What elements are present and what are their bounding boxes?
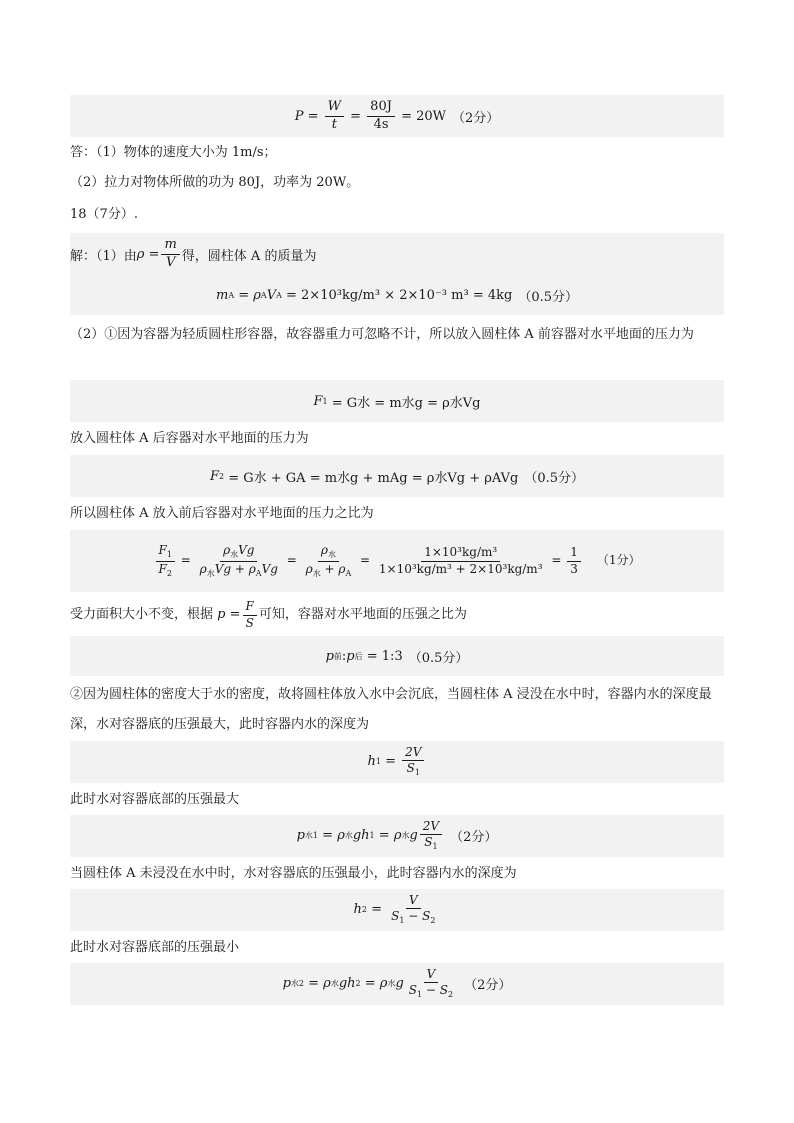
f2-equation: F 2 = G水 + GA = m水g + mAg = ρ水Vg + ρAVg （0.5分） — [209, 468, 585, 486]
score-mark: （2分） — [452, 110, 500, 126]
ratio-equation-band — [70, 530, 724, 592]
h1-equation-band — [70, 741, 724, 783]
p-max-fraction: $\frac{2V}{S_1}$ — [420, 820, 442, 852]
ratio-text: 所以圆柱体 A 放入前后容器对水平地面的压力之比为 — [70, 506, 374, 521]
h2-fraction: $\frac{V}{S_1 - S_2}$ — [391, 893, 436, 926]
intro-suffix: 得，圆柱体 A 的质量为 — [181, 248, 317, 264]
f2-equation-band — [70, 455, 724, 497]
f2-calculation: = G水 + GA = m水g + mAg = ρ水Vg + ρAVg — [228, 470, 519, 486]
force-ratio-fraction: $\frac{F_1}{F_2}$ — [156, 544, 175, 579]
density-intro-band — [70, 233, 724, 275]
score-mark: （0.5分） — [524, 470, 585, 486]
result-ratio-fraction — [567, 546, 581, 575]
score-mark: （0.5分） — [518, 289, 578, 305]
ratio-equation: $\frac{F_1}{F_2}$ = $\frac{\rho_水Vg}{\rho_水Vg + \rho_AVg}$ = $\frac{\rho_水}{\rho_水 + \rho_A}$ = $\frac{\text{1×10³kg/m³}}{\text{1×10³kg/m³ + 2×10³kg/m³}}$ = $\frac{1}{3}$ （1分） — [154, 544, 641, 579]
mass-over-volume-fraction — [161, 238, 179, 270]
density-ratio-fraction: $\frac{\rho_水}{\rho_水 + \rho_A}$ — [305, 542, 352, 578]
f1-equation: F 1 = G水 = m水g = ρ水Vg — [313, 393, 481, 411]
p-min-equation: p 水2 = ρ 水 gh 2 = ρ 水 g $\frac{V}{S_1 - S_2}$ （2分） — [282, 967, 512, 1000]
question-18-title: 18（7分）. — [70, 207, 138, 222]
f1-calculation: = G水 = m水g = ρ水Vg — [331, 395, 481, 411]
work-symbol: W — [325, 100, 344, 116]
mass-equation-band — [70, 275, 724, 315]
min-intro-text: 当圆柱体 A 未浸没在水中时，水对容器底的压强最小，此时容器内水的深度为 — [70, 866, 517, 881]
p-max-equation: p 水1 = ρ 水 gh 1 = ρ 水 g $\frac{2V}{S_1}$ （2分） — [296, 819, 498, 852]
intro-prefix: 解：（1）由 — [70, 248, 137, 264]
part-2-2-text: ②因为圆柱体的密度大于水的密度，故将圆柱体放入水中会沉底，当圆柱体 A 浸没在水中时，容器内水的深度最深，水对容器底的压强最大，此时容器内水的深度为 — [70, 687, 712, 732]
ratio-denominator: 1×10³kg/m³ + 2×10³kg/m³ — [378, 561, 543, 576]
h1-fraction: $\frac{2V}{S_1}$ — [402, 746, 424, 778]
area-text-line: 受力面积大小不变，根据 p = $\frac{F}{S}$ 可知，容器对水平地面的压强之比为 — [70, 599, 467, 630]
score-mark: （2分） — [450, 830, 498, 846]
work-value: 80J — [367, 100, 395, 116]
score-mark: （2分） — [464, 978, 512, 994]
power-result: 20W — [416, 108, 447, 124]
pressure-ratio-equation: p 前 : p 后 = 1:3 （0.5分） — [325, 648, 469, 666]
part-2-text: （2）①因为容器为轻质圆柱形容器，故容器重力可忽略不计，所以放入圆柱体 A 前容器对水平地面的压力为 — [70, 327, 694, 342]
numeric-ratio-fraction — [376, 546, 546, 575]
power-equation-band — [70, 95, 724, 137]
pressure-ratio-value: = 1:3 — [366, 648, 403, 664]
time-value: 4s — [373, 116, 389, 132]
h1-equation: h 1 = $\frac{2V}{S_1}$ — [368, 746, 427, 778]
time-symbol: t — [331, 116, 337, 132]
score-mark: （0.5分） — [408, 650, 469, 666]
h2-equation: h 2 = $\frac{V}{S_1 - S_2}$ — [354, 894, 441, 926]
after-text: 放入圆柱体 A 后容器对水平地面的压力为 — [70, 431, 309, 446]
density-intro: 解：（1）由 ρ = $\frac{m}{V}$ 得，圆柱体 A 的质量为 — [70, 237, 317, 270]
h2-equation-band — [70, 889, 724, 931]
ratio-numerator: 1×10³kg/m³ — [421, 546, 500, 561]
mass-equation: m A = ρ A V A = 2×10³kg/m³ × 2×10⁻³ m³ = 4kg （0.5分） — [215, 287, 578, 305]
min-pressure-text: 此时水对容器底部的压强最小 — [70, 940, 240, 955]
mass-symbol: m — [161, 238, 179, 254]
mass-calculation: = 2×10³kg/m³ × 2×10⁻³ m³ = 4kg — [286, 287, 513, 303]
weight-ratio-fraction: $\frac{\rho_水Vg}{\rho_水Vg + \rho_AVg}$ — [199, 542, 278, 578]
power-equation: P = $\frac{W}{t}$ = $\frac{80J}{4s}$ = 20W （2分） — [294, 99, 500, 132]
p-max-equation-band — [70, 815, 724, 857]
max-pressure-text: 此时水对容器底部的压强最大 — [70, 792, 240, 807]
p-min-fraction: $\frac{V}{S_1 - S_2}$ — [408, 967, 454, 1000]
answer-line-1: 答：（1）物体的速度大小为 1m/s； — [70, 145, 277, 160]
rho-symbol: ρ — [136, 246, 145, 262]
h1-numerator: 2V — [402, 746, 424, 761]
power-symbol: P — [294, 108, 304, 124]
volume-symbol: V — [165, 254, 176, 270]
area-text-prefix: 受力面积大小不变，根据 — [70, 607, 214, 622]
numeric-fraction — [367, 100, 395, 132]
answer-line-2: （2）拉力对物体所做的功为 80J，功率为 20W。 — [70, 175, 360, 190]
work-over-time-fraction — [325, 100, 344, 132]
force-over-area-fraction: $\frac{F}{S}$ — [243, 600, 257, 629]
p-min-equation-band — [70, 963, 724, 1005]
area-text-suffix: 可知，容器对水平地面的压强之比为 — [258, 607, 467, 622]
f1-equation-band — [70, 380, 724, 422]
result-denominator: 3 — [570, 561, 578, 576]
result-numerator: 1 — [567, 546, 581, 561]
score-mark: （1分） — [596, 553, 641, 568]
pressure-ratio-band — [70, 636, 724, 676]
